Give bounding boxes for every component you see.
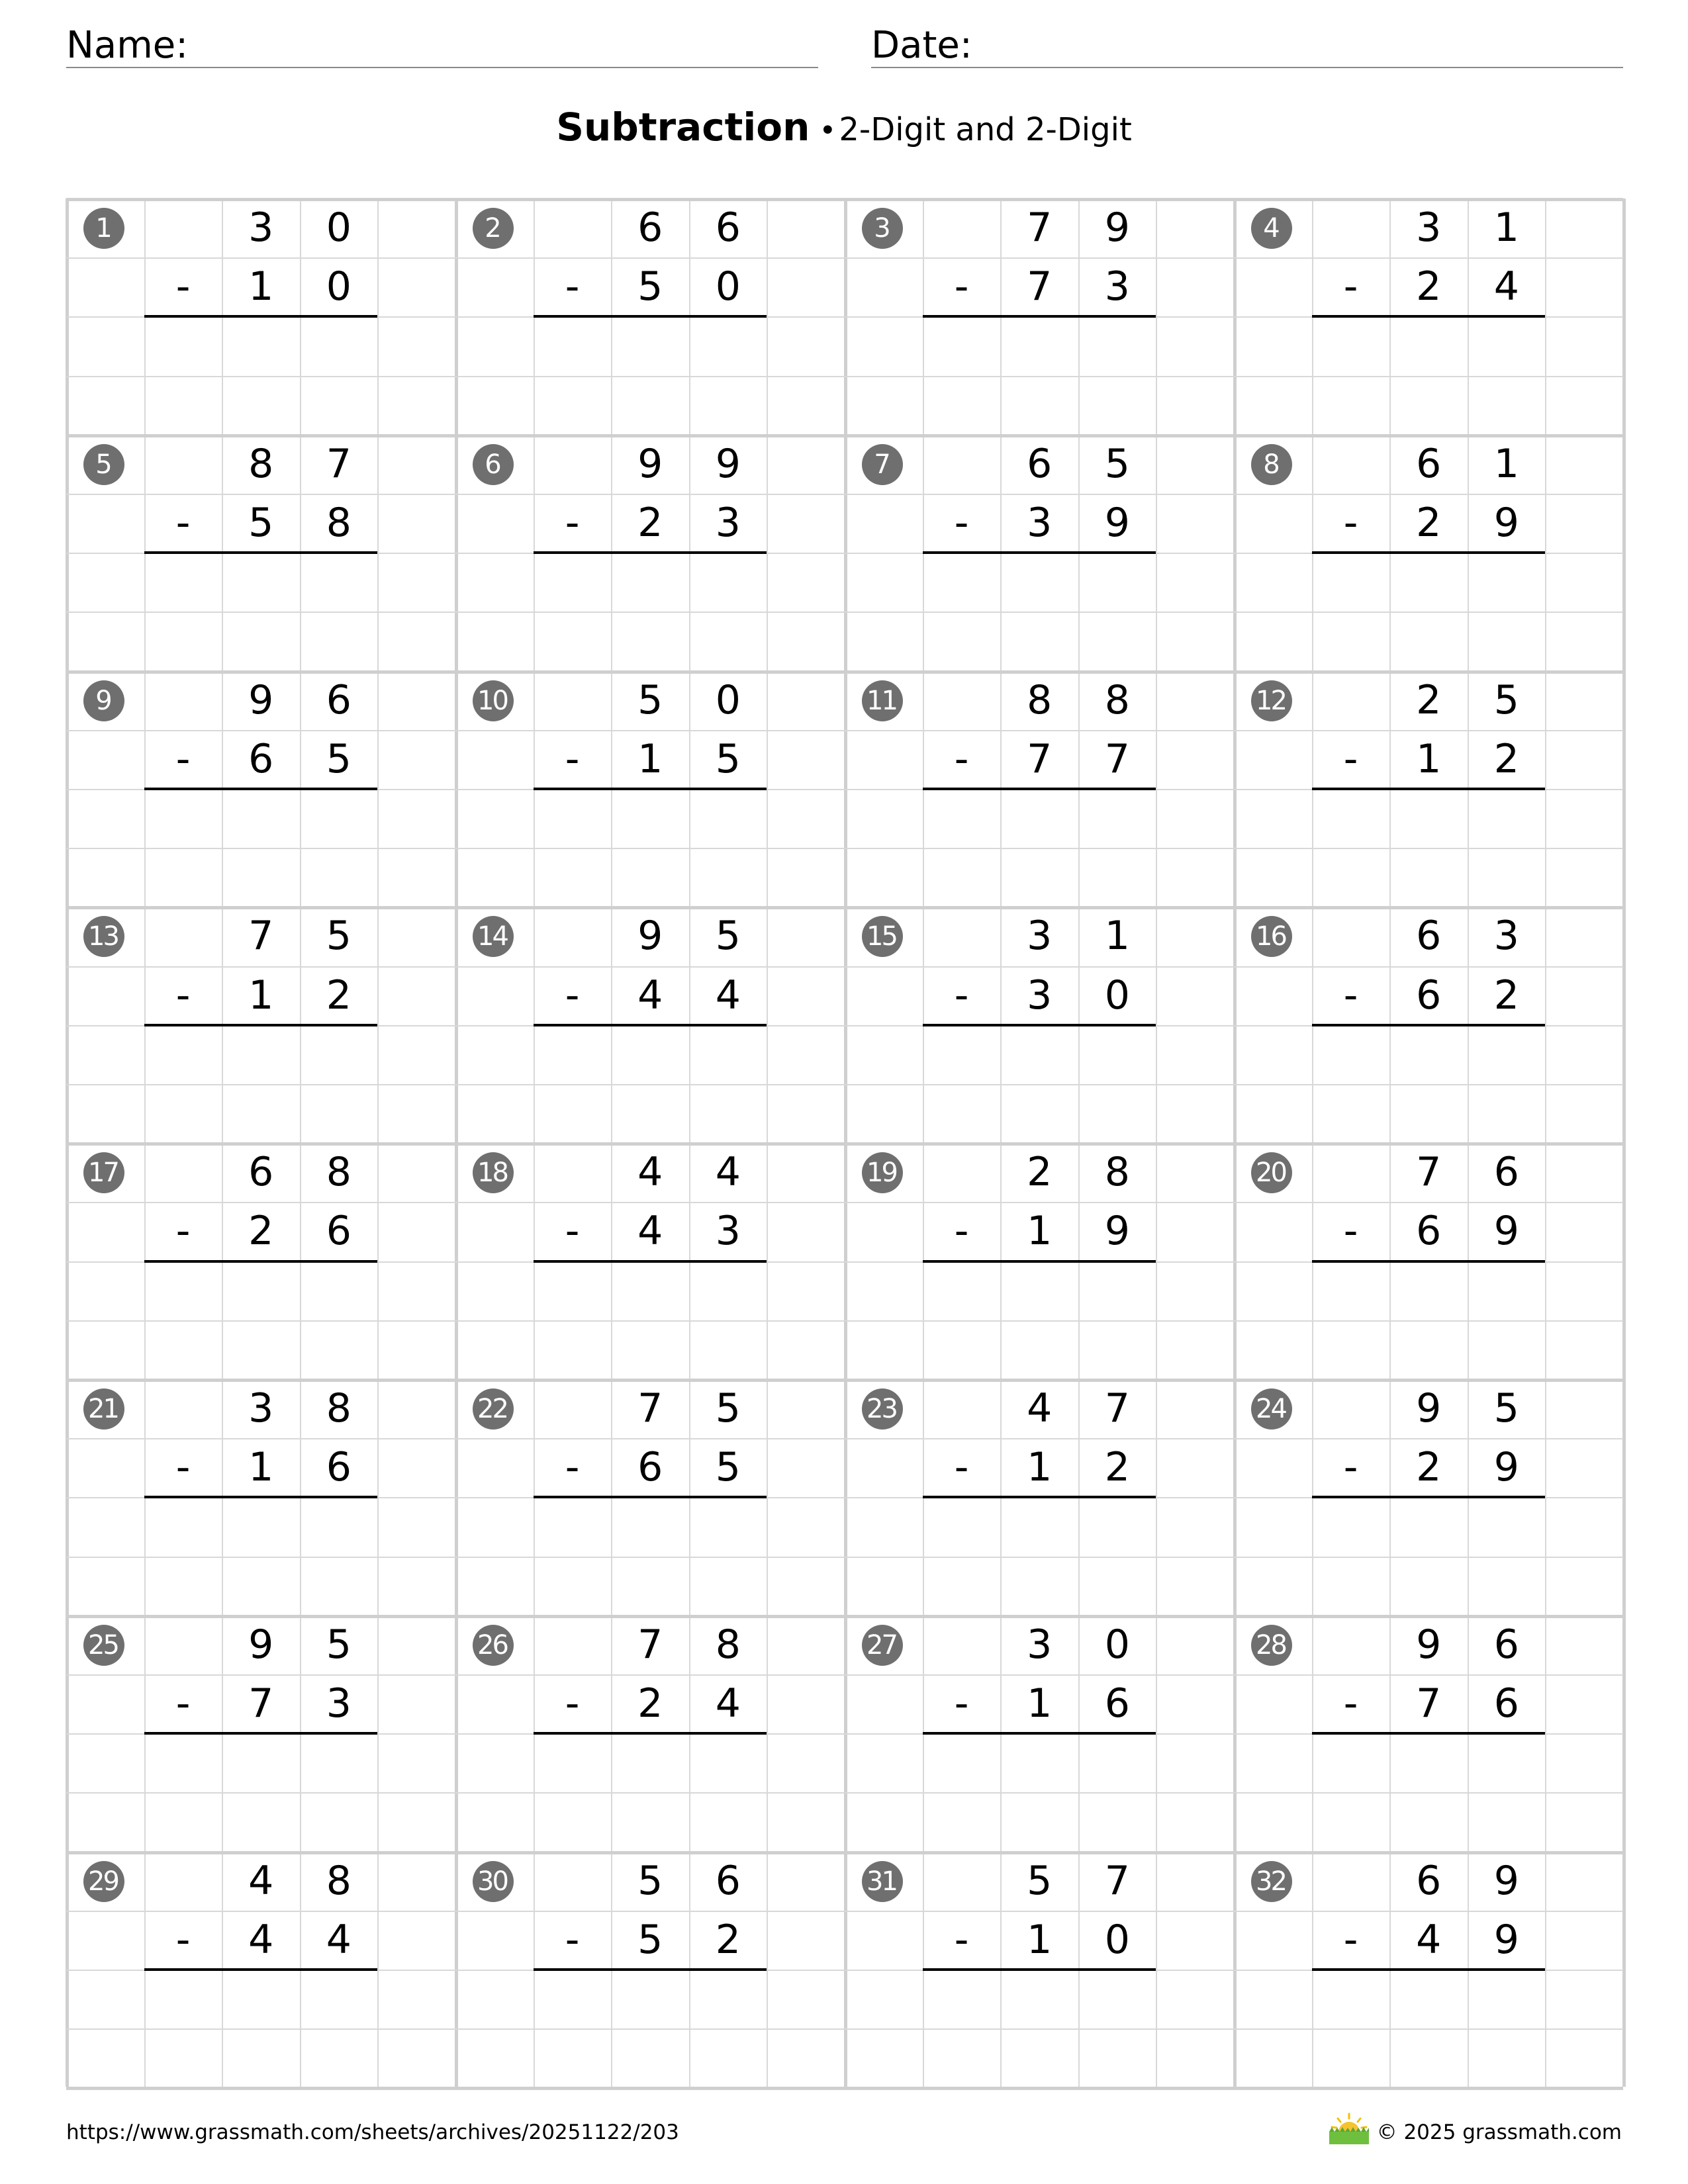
problem-number-badge: 19 — [862, 1152, 903, 1193]
minuend-tens-digit: 3 — [1027, 1621, 1053, 1668]
answer-area[interactable] — [144, 316, 378, 375]
worksheet-title — [0, 105, 1688, 150]
subtrahend-ones-digit: 9 — [1493, 1444, 1519, 1491]
minuend-tens-digit: 2 — [1027, 1149, 1053, 1196]
grass-sun-logo-icon — [1327, 2113, 1372, 2146]
subtrahend-ones-digit: 6 — [326, 1208, 352, 1255]
minuend-tens-digit: 6 — [1416, 440, 1442, 487]
minuend-ones-digit: 7 — [1104, 1857, 1130, 1904]
minuend-tens-digit: 3 — [1416, 205, 1442, 251]
subtrahend-tens-digit: 7 — [248, 1680, 274, 1727]
answer-area[interactable] — [923, 1497, 1156, 1556]
answer-area[interactable] — [1312, 1497, 1546, 1556]
minuend-ones-digit: 7 — [326, 440, 352, 487]
problem-number-badge: 31 — [862, 1861, 903, 1902]
subtrahend-tens-digit: 1 — [1027, 1916, 1053, 1963]
minuend-ones-digit: 5 — [326, 1621, 352, 1668]
subtrahend-tens-digit: 2 — [248, 1208, 274, 1255]
problem-block — [845, 671, 1234, 907]
answer-area[interactable] — [1312, 1025, 1546, 1084]
problem-block — [455, 1852, 845, 2088]
subtrahend-tens-digit: 2 — [1416, 263, 1442, 310]
subtrahend-tens-digit: 1 — [248, 972, 274, 1019]
problem-number-badge: 13 — [83, 916, 124, 957]
subtrahend-tens-digit: 1 — [248, 1444, 274, 1491]
answer-area[interactable] — [534, 553, 767, 612]
problem-block — [455, 199, 845, 435]
problem-block — [455, 1379, 845, 1615]
minus-operator: - — [175, 1680, 191, 1727]
subtrahend-tens-digit: 5 — [637, 263, 663, 310]
subtrahend-tens-digit: 6 — [248, 735, 274, 782]
subtrahend-ones-digit: 2 — [326, 972, 352, 1019]
title-separator: • — [819, 114, 837, 148]
problem-block — [845, 1143, 1234, 1379]
footer-copyright: © 2025 grassmath.com — [1376, 2120, 1622, 2144]
subtrahend-tens-digit: 1 — [1416, 735, 1442, 782]
problem-block — [1234, 199, 1623, 435]
subtrahend-ones-digit: 9 — [1104, 499, 1130, 546]
minuend-ones-digit: 0 — [326, 205, 352, 251]
subtrahend-tens-digit: 2 — [1416, 1444, 1442, 1491]
minuend-ones-digit: 6 — [1493, 1621, 1519, 1668]
problem-number-badge: 16 — [1251, 916, 1292, 957]
minuend-tens-digit: 3 — [248, 1385, 274, 1432]
minuend-tens-digit: 9 — [248, 676, 274, 723]
problem-block — [455, 671, 845, 907]
problem-block — [455, 1143, 845, 1379]
problem-grid — [66, 199, 1623, 2087]
problem-block — [1234, 1852, 1623, 2088]
minus-operator: - — [565, 1916, 580, 1963]
minus-operator: - — [565, 499, 580, 546]
problem-number-badge: 18 — [473, 1152, 514, 1193]
minuend-tens-digit: 8 — [248, 440, 274, 487]
problem-number-badge: 27 — [862, 1625, 903, 1666]
problem-number-badge: 25 — [83, 1625, 124, 1666]
problem-block — [1234, 1379, 1623, 1615]
subtrahend-tens-digit: 4 — [248, 1916, 274, 1963]
minuend-ones-digit: 5 — [715, 1385, 741, 1432]
answer-area[interactable] — [1312, 1970, 1546, 2028]
minus-operator: - — [565, 263, 580, 310]
minuend-ones-digit: 0 — [715, 676, 741, 723]
answer-area[interactable] — [144, 789, 378, 848]
subtrahend-tens-digit: 4 — [637, 972, 663, 1019]
answer-area[interactable] — [144, 553, 378, 612]
minus-operator: - — [175, 1916, 191, 1963]
subtrahend-ones-digit: 4 — [1493, 263, 1519, 310]
minus-operator: - — [565, 972, 580, 1019]
subtrahend-ones-digit: 9 — [1493, 499, 1519, 546]
subtrahend-ones-digit: 8 — [326, 499, 352, 546]
answer-area[interactable] — [923, 1261, 1156, 1320]
minus-operator: - — [565, 1680, 580, 1727]
answer-area[interactable] — [1312, 553, 1546, 612]
minuend-ones-digit: 6 — [715, 1857, 741, 1904]
minuend-ones-digit: 1 — [1493, 205, 1519, 251]
problem-number-badge: 30 — [473, 1861, 514, 1902]
problem-number-badge: 10 — [473, 680, 514, 721]
minus-operator: - — [175, 263, 191, 310]
minus-operator: - — [1343, 1444, 1358, 1491]
minuend-tens-digit: 9 — [1416, 1621, 1442, 1668]
problem-block — [455, 907, 845, 1143]
answer-area[interactable] — [534, 789, 767, 848]
answer-area[interactable] — [1312, 1261, 1546, 1320]
minuend-ones-digit: 8 — [326, 1385, 352, 1432]
subtrahend-ones-digit: 0 — [326, 263, 352, 310]
minuend-tens-digit: 7 — [637, 1621, 663, 1668]
subtrahend-ones-digit: 5 — [715, 735, 741, 782]
problem-block — [845, 907, 1234, 1143]
minuend-ones-digit: 6 — [1493, 1149, 1519, 1196]
subtrahend-tens-digit: 2 — [1416, 499, 1442, 546]
minus-operator: - — [1343, 1916, 1358, 1963]
subtrahend-ones-digit: 2 — [1493, 972, 1519, 1019]
minuend-ones-digit: 3 — [1493, 913, 1519, 960]
problem-block — [845, 1615, 1234, 1852]
subtrahend-ones-digit: 3 — [715, 1208, 741, 1255]
subtrahend-tens-digit: 6 — [637, 1444, 663, 1491]
minuend-tens-digit: 7 — [637, 1385, 663, 1432]
minuend-ones-digit: 9 — [1104, 205, 1130, 251]
subtrahend-tens-digit: 4 — [637, 1208, 663, 1255]
problem-block — [1234, 435, 1623, 671]
minus-operator: - — [954, 263, 969, 310]
problem-number-badge: 6 — [473, 444, 514, 485]
answer-area[interactable] — [144, 1025, 378, 1084]
subtrahend-tens-digit: 2 — [637, 499, 663, 546]
minus-operator: - — [1343, 972, 1358, 1019]
minus-operator: - — [954, 1680, 969, 1727]
minuend-ones-digit: 5 — [715, 913, 741, 960]
subtrahend-ones-digit: 9 — [1493, 1916, 1519, 1963]
problem-number-badge: 8 — [1251, 444, 1292, 485]
subtrahend-tens-digit: 1 — [248, 263, 274, 310]
problem-number-badge: 11 — [862, 680, 903, 721]
name-line[interactable] — [66, 67, 818, 68]
minus-operator: - — [175, 1208, 191, 1255]
problem-block — [66, 1615, 455, 1852]
minuend-tens-digit: 7 — [1416, 1149, 1442, 1196]
problem-number-badge: 26 — [473, 1625, 514, 1666]
minuend-ones-digit: 9 — [715, 440, 741, 487]
minuend-ones-digit: 1 — [1104, 913, 1130, 960]
minuend-tens-digit: 4 — [248, 1857, 274, 1904]
minus-operator: - — [954, 972, 969, 1019]
subtrahend-ones-digit: 0 — [1104, 1916, 1130, 1963]
minuend-ones-digit: 4 — [715, 1149, 741, 1196]
minuend-tens-digit: 6 — [248, 1149, 274, 1196]
answer-area[interactable] — [923, 1025, 1156, 1084]
subtrahend-tens-digit: 1 — [1027, 1208, 1053, 1255]
subtrahend-tens-digit: 5 — [637, 1916, 663, 1963]
minuend-tens-digit: 2 — [1416, 676, 1442, 723]
problem-block — [66, 199, 455, 435]
answer-area[interactable] — [534, 1970, 767, 2028]
subtrahend-tens-digit: 7 — [1416, 1680, 1442, 1727]
problem-block — [66, 435, 455, 671]
title-subtitle: 2-Digit and 2-Digit — [839, 111, 1132, 148]
minus-operator: - — [954, 1208, 969, 1255]
minuend-ones-digit: 8 — [1104, 676, 1130, 723]
minuend-ones-digit: 6 — [326, 676, 352, 723]
problem-block — [455, 435, 845, 671]
minuend-tens-digit: 6 — [1027, 440, 1053, 487]
subtrahend-tens-digit: 5 — [248, 499, 274, 546]
subtrahend-tens-digit: 1 — [1027, 1680, 1053, 1727]
minus-operator: - — [175, 735, 191, 782]
subtrahend-ones-digit: 6 — [326, 1444, 352, 1491]
subtrahend-ones-digit: 3 — [715, 499, 741, 546]
problem-block — [1234, 671, 1623, 907]
subtrahend-ones-digit: 6 — [1104, 1680, 1130, 1727]
minuend-tens-digit: 5 — [1027, 1857, 1053, 1904]
answer-area[interactable] — [534, 1025, 767, 1084]
problem-block — [1234, 1615, 1623, 1852]
problem-block — [845, 435, 1234, 671]
answer-area[interactable] — [534, 1497, 767, 1556]
minus-operator: - — [175, 1444, 191, 1491]
minuend-ones-digit: 0 — [1104, 1621, 1130, 1668]
subtrahend-ones-digit: 5 — [715, 1444, 741, 1491]
answer-area[interactable] — [144, 1733, 378, 1792]
minuend-ones-digit: 8 — [326, 1149, 352, 1196]
problem-block — [845, 199, 1234, 435]
minuend-tens-digit: 5 — [637, 1857, 663, 1904]
answer-area[interactable] — [534, 1261, 767, 1320]
subtrahend-tens-digit: 6 — [1416, 972, 1442, 1019]
minuend-tens-digit: 9 — [248, 1621, 274, 1668]
minuend-ones-digit: 5 — [1493, 1385, 1519, 1432]
minuend-ones-digit: 5 — [1493, 676, 1519, 723]
problem-block — [845, 1379, 1234, 1615]
minuend-tens-digit: 7 — [248, 913, 274, 960]
problem-number-badge: 20 — [1251, 1152, 1292, 1193]
problem-number-badge: 29 — [83, 1861, 124, 1902]
subtrahend-ones-digit: 7 — [1104, 735, 1130, 782]
answer-area[interactable] — [1312, 1733, 1546, 1792]
date-line[interactable] — [871, 67, 1623, 68]
subtrahend-ones-digit: 5 — [326, 735, 352, 782]
subtrahend-tens-digit: 6 — [1416, 1208, 1442, 1255]
minus-operator: - — [565, 735, 580, 782]
problem-number-badge: 4 — [1251, 208, 1292, 249]
minuend-tens-digit: 9 — [637, 440, 663, 487]
problem-number-badge: 15 — [862, 916, 903, 957]
minus-operator: - — [954, 1444, 969, 1491]
problem-number-badge: 32 — [1251, 1861, 1292, 1902]
answer-area[interactable] — [144, 1261, 378, 1320]
subtrahend-tens-digit: 2 — [637, 1680, 663, 1727]
subtrahend-ones-digit: 4 — [715, 1680, 741, 1727]
name-label: Name: — [66, 24, 189, 67]
minus-operator: - — [175, 499, 191, 546]
minus-operator: - — [565, 1208, 580, 1255]
subtrahend-tens-digit: 4 — [1416, 1916, 1442, 1963]
problem-block — [66, 907, 455, 1143]
problem-number-badge: 5 — [83, 444, 124, 485]
subtrahend-ones-digit: 3 — [1104, 263, 1130, 310]
title-main: Subtraction — [556, 105, 810, 150]
problem-block — [66, 1852, 455, 2088]
minuend-ones-digit: 7 — [1104, 1385, 1130, 1432]
answer-area[interactable] — [144, 1970, 378, 2028]
footer-url[interactable]: https://www.grassmath.com/sheets/archives/20251122/203 — [66, 2120, 679, 2144]
subtrahend-ones-digit: 2 — [1493, 735, 1519, 782]
minuend-tens-digit: 4 — [1027, 1385, 1053, 1432]
minuend-tens-digit: 5 — [637, 676, 663, 723]
subtrahend-ones-digit: 9 — [1104, 1208, 1130, 1255]
minuend-tens-digit: 6 — [1416, 1857, 1442, 1904]
problem-block — [66, 1379, 455, 1615]
problem-number-badge: 7 — [862, 444, 903, 485]
minuend-ones-digit: 1 — [1493, 440, 1519, 487]
minuend-tens-digit: 3 — [1027, 913, 1053, 960]
subtrahend-tens-digit: 7 — [1027, 263, 1053, 310]
problem-number-badge: 23 — [862, 1388, 903, 1430]
subtrahend-ones-digit: 2 — [1104, 1444, 1130, 1491]
answer-area[interactable] — [534, 1733, 767, 1792]
minuend-tens-digit: 9 — [1416, 1385, 1442, 1432]
minus-operator: - — [954, 499, 969, 546]
minuend-tens-digit: 6 — [637, 205, 663, 251]
problem-block — [66, 671, 455, 907]
problem-block — [66, 1143, 455, 1379]
answer-area[interactable] — [923, 1733, 1156, 1792]
problem-number-badge: 21 — [83, 1388, 124, 1430]
minus-operator: - — [565, 1444, 580, 1491]
minuend-ones-digit: 9 — [1493, 1857, 1519, 1904]
subtrahend-ones-digit: 4 — [715, 972, 741, 1019]
answer-area[interactable] — [534, 316, 767, 375]
minus-operator: - — [1343, 499, 1358, 546]
minuend-tens-digit: 9 — [637, 913, 663, 960]
minuend-ones-digit: 8 — [715, 1621, 741, 1668]
problem-number-badge: 9 — [83, 680, 124, 721]
answer-area[interactable] — [144, 1497, 378, 1556]
minuend-tens-digit: 8 — [1027, 676, 1053, 723]
problem-block — [1234, 1143, 1623, 1379]
minus-operator: - — [1343, 1208, 1358, 1255]
problem-number-badge: 22 — [473, 1388, 514, 1430]
subtrahend-ones-digit: 6 — [1493, 1680, 1519, 1727]
minuend-ones-digit: 5 — [326, 913, 352, 960]
subtrahend-ones-digit: 9 — [1493, 1208, 1519, 1255]
answer-area[interactable] — [923, 1970, 1156, 2028]
minus-operator: - — [954, 1916, 969, 1963]
problem-number-badge: 12 — [1251, 680, 1292, 721]
answer-area[interactable] — [923, 789, 1156, 848]
problem-number-badge: 3 — [862, 208, 903, 249]
subtrahend-tens-digit: 1 — [1027, 1444, 1053, 1491]
answer-area[interactable] — [1312, 316, 1546, 375]
subtrahend-ones-digit: 3 — [326, 1680, 352, 1727]
minuend-ones-digit: 8 — [326, 1857, 352, 1904]
minus-operator: - — [1343, 735, 1358, 782]
minuend-tens-digit: 6 — [1416, 913, 1442, 960]
problem-number-badge: 1 — [83, 208, 124, 249]
minuend-ones-digit: 8 — [1104, 1149, 1130, 1196]
problem-block — [455, 1615, 845, 1852]
minus-operator: - — [1343, 263, 1358, 310]
subtrahend-ones-digit: 0 — [1104, 972, 1130, 1019]
subtrahend-tens-digit: 3 — [1027, 972, 1053, 1019]
minuend-tens-digit: 3 — [248, 205, 274, 251]
problem-block — [845, 1852, 1234, 2088]
problem-number-badge: 14 — [473, 916, 514, 957]
minus-operator: - — [954, 735, 969, 782]
problem-number-badge: 17 — [83, 1152, 124, 1193]
date-label: Date: — [871, 24, 972, 67]
answer-area[interactable] — [923, 553, 1156, 612]
problem-number-badge: 24 — [1251, 1388, 1292, 1430]
minuend-tens-digit: 7 — [1027, 205, 1053, 251]
subtrahend-ones-digit: 4 — [326, 1916, 352, 1963]
minus-operator: - — [175, 972, 191, 1019]
subtrahend-ones-digit: 2 — [715, 1916, 741, 1963]
answer-area[interactable] — [923, 316, 1156, 375]
minuend-ones-digit: 6 — [715, 205, 741, 251]
minus-operator: - — [1343, 1680, 1358, 1727]
subtrahend-tens-digit: 7 — [1027, 735, 1053, 782]
subtrahend-tens-digit: 1 — [637, 735, 663, 782]
minuend-tens-digit: 4 — [637, 1149, 663, 1196]
problem-number-badge: 28 — [1251, 1625, 1292, 1666]
subtrahend-tens-digit: 3 — [1027, 499, 1053, 546]
answer-area[interactable] — [1312, 789, 1546, 848]
minuend-ones-digit: 5 — [1104, 440, 1130, 487]
problem-block — [1234, 907, 1623, 1143]
problem-number-badge: 2 — [473, 208, 514, 249]
subtrahend-ones-digit: 0 — [715, 263, 741, 310]
